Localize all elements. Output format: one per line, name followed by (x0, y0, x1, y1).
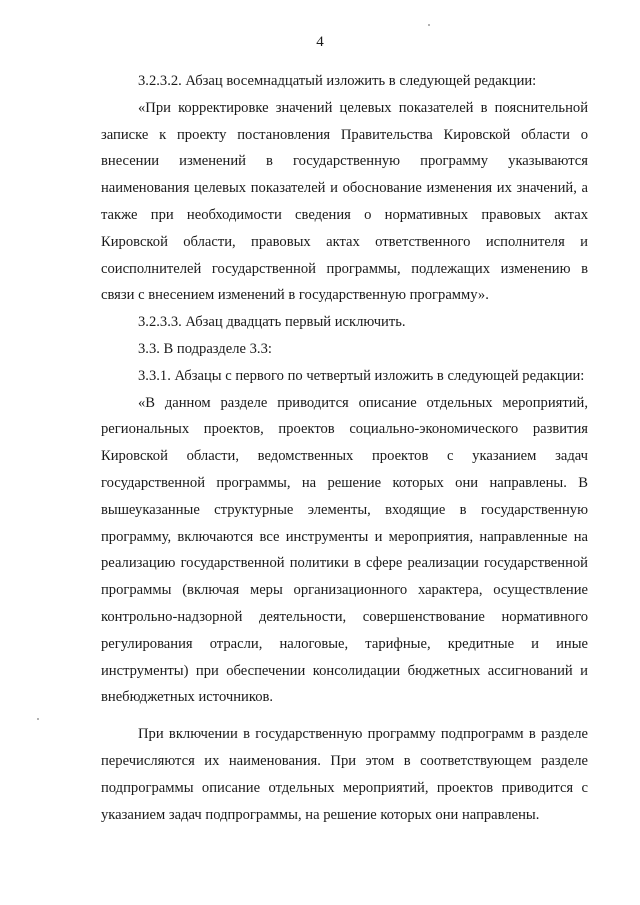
paragraph-3-2-3-3: 3.2.3.3. Абзац двадцать первый исключить. (138, 314, 406, 331)
scan-speck (37, 718, 39, 720)
paragraph-3-3-1: 3.3.1. Абзацы с первого по четвертый изложить в следующей редакции: (138, 367, 585, 384)
page-number: 4 (316, 34, 324, 50)
paragraph-subprograms: При включении в государственную программу подпрограмм в разделе перечисляются их наименования. При этом в соответствующем разделе подпрограммы описание отдельных мероприятий, проектов приводится с указанием задач подпрограммы, на решение которых они направлены. (101, 726, 588, 823)
paragraph-quote-target-indicators: «При корректировке значений целевых показателей в пояснительной записке к проекту постановления Правительства Кировской области о внесении изменений в государственную программу указываются наименования целевых показателей и обоснование изменения их значений, а также при необходимости сведения о нормативных правовых актах Кировской области, правовых актах ответственного исполнителя и соисполнителей государственной программы, подлежащих изменению в связи с внесением изменений в государственную программу». (101, 99, 588, 304)
paragraph-quote-section-description: «В данном разделе приводится описание отдельных мероприятий, региональных проектов, проектов социально-экономического развития Кировской области, ведомственных проектов с указанием задач государственной программы, на решение которых они направлены. В вышеуказанные структурные элементы, входящие в государственную программу, включаются все инструменты и мероприятия, направленные на реализацию государственной политики в сфере реализации государственной программы (включая меры организационного характера, осуществление контрольно-надзорной деятельности, совершенствование нормативного регулирования отрасли, налоговые, тарифные, кредитные и иные инструменты) при обеспечении консолидации бюджетных ассигнований и внебюджетных источников. (101, 394, 588, 706)
paragraph-3-2-3-2: 3.2.3.2. Абзац восемнадцатый изложить в следующей редакции: (138, 73, 537, 89)
paragraph-3-3: 3.3. В подразделе 3.3: (138, 340, 272, 357)
document-body (101, 68, 588, 828)
scan-speck (428, 24, 430, 26)
